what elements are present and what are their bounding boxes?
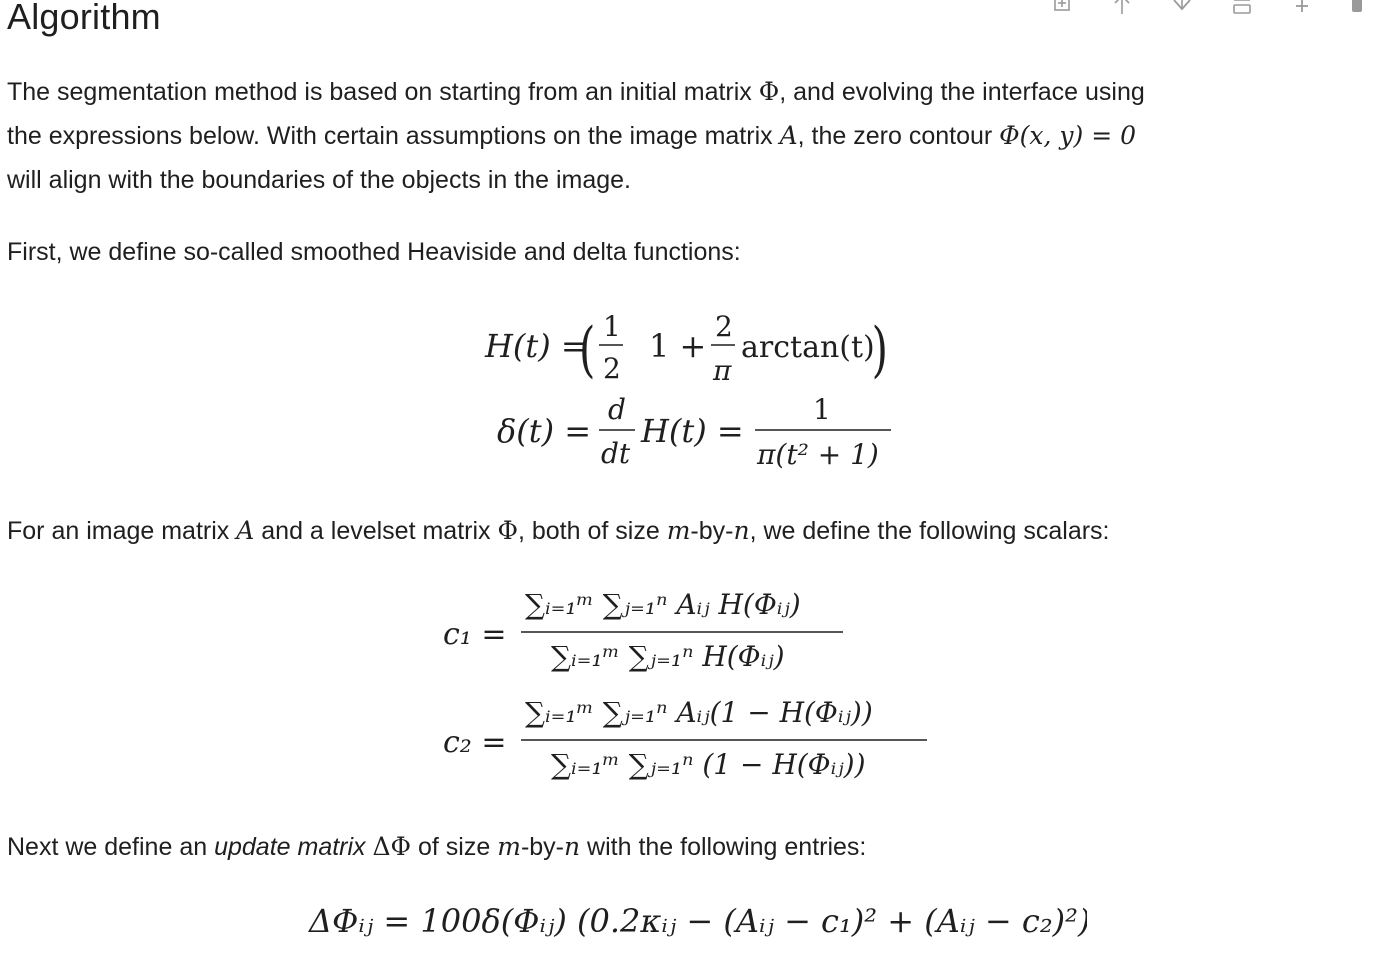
move-up-icon bbox=[1110, 0, 1134, 16]
by-text: -by- bbox=[690, 517, 734, 545]
add-icon bbox=[1290, 0, 1314, 16]
scalars-text-3: , both of size bbox=[517, 517, 667, 545]
n-symbol: n bbox=[733, 516, 750, 545]
update-space bbox=[366, 833, 373, 861]
scalars-text-1: For an image matrix bbox=[7, 517, 237, 545]
phi-symbol: Φ bbox=[497, 516, 518, 545]
heaviside-half-denominator: 2 bbox=[603, 352, 621, 385]
heaviside-one-plus: 1 + bbox=[649, 327, 707, 365]
c1-denominator: ∑ᵢ₌₁ᵐ ∑ⱼ₌₁ⁿ H(Φᵢⱼ) bbox=[551, 640, 785, 673]
delta-d: d bbox=[608, 393, 626, 426]
heaviside-right-paren: ) bbox=[871, 315, 888, 386]
more-options-button[interactable] bbox=[1350, 0, 1364, 16]
c2-denominator: ∑ᵢ₌₁ᵐ ∑ⱼ₌₁ⁿ (1 − H(Φᵢⱼ)) bbox=[551, 748, 866, 781]
scalars-text-4: , we define the following scalars: bbox=[749, 517, 1110, 545]
c2-numerator: ∑ᵢ₌₁ᵐ ∑ⱼ₌₁ⁿ Aᵢⱼ(1 − H(Φᵢⱼ)) bbox=[525, 696, 873, 729]
update-matrix-paragraph bbox=[7, 825, 866, 869]
delta-lhs: δ(t) = bbox=[497, 412, 592, 450]
heaviside-delta-equations bbox=[467, 300, 907, 485]
delta-phi-symbol: ΔΦ bbox=[372, 832, 412, 861]
intro-text-3: the expressions below. With certain assumptions on the image matrix bbox=[7, 122, 780, 150]
smoothed-functions-paragraph: First, we define so-called smoothed Heaviside and delta functions: bbox=[7, 238, 741, 266]
scalars-paragraph bbox=[7, 509, 1110, 553]
update-text-2: of size bbox=[411, 833, 498, 861]
merge-cells-button[interactable] bbox=[1230, 0, 1254, 16]
update-equation-text: ΔΦᵢⱼ = 100δ(Φᵢⱼ) (0.2κᵢⱼ − (Aᵢⱼ − c₁)² + (Aᵢⱼ − c₂)²) bbox=[309, 902, 1087, 940]
intro-text-1: The segmentation method is based on starting from an initial matrix bbox=[7, 78, 759, 106]
update-text-3: with the following entries: bbox=[580, 833, 867, 861]
intro-text-5: will align with the boundaries of the objects in the image. bbox=[7, 166, 631, 194]
cell-toolbar bbox=[1050, 0, 1364, 16]
m-symbol: m bbox=[666, 516, 691, 545]
c2-lhs: c₂ = bbox=[443, 725, 507, 760]
c1-lhs: c₁ = bbox=[443, 617, 507, 652]
intro-text-2: , and evolving the interface using bbox=[779, 78, 1145, 106]
by-text: -by- bbox=[520, 833, 564, 861]
scalars-text-2: and a levelset matrix bbox=[254, 517, 498, 545]
c1-numerator: ∑ᵢ₌₁ᵐ ∑ⱼ₌₁ⁿ Aᵢⱼ H(Φᵢⱼ) bbox=[525, 588, 801, 621]
section-title: Algorithm bbox=[7, 0, 161, 37]
n-symbol: n bbox=[564, 832, 581, 861]
heaviside-two: 2 bbox=[715, 310, 733, 343]
add-cell-button[interactable] bbox=[1290, 0, 1314, 16]
delta-mid: H(t) = bbox=[641, 412, 744, 450]
more-icon bbox=[1350, 0, 1364, 16]
move-down-icon bbox=[1170, 0, 1194, 16]
heaviside-lhs: H(t) = bbox=[485, 327, 588, 365]
delta-denominator: π(t² + 1) bbox=[757, 438, 879, 471]
heaviside-half-numerator: 1 bbox=[603, 310, 621, 343]
insert-cell-button[interactable] bbox=[1050, 0, 1074, 16]
insert-cell-icon bbox=[1050, 0, 1074, 16]
delta-dt: dt bbox=[601, 437, 631, 470]
heaviside-pi: π bbox=[713, 354, 732, 387]
update-equation bbox=[297, 892, 1087, 957]
scalar-equations bbox=[435, 572, 935, 797]
update-matrix-emphasis: update matrix bbox=[214, 833, 366, 861]
phi-symbol: Φ bbox=[758, 77, 780, 106]
merge-icon bbox=[1230, 0, 1254, 16]
move-down-button[interactable] bbox=[1170, 0, 1194, 16]
move-up-button[interactable] bbox=[1110, 0, 1134, 16]
intro-text-4: , the zero contour bbox=[797, 122, 1000, 150]
heaviside-arctan: arctan(t) bbox=[741, 330, 875, 365]
heaviside-left-paren: ( bbox=[579, 315, 596, 386]
zero-contour-expression: Φ(x, y) = 0 bbox=[999, 121, 1137, 150]
intro-paragraph bbox=[7, 70, 1145, 202]
matrix-a-symbol: A bbox=[779, 121, 798, 150]
m-symbol: m bbox=[497, 832, 521, 861]
update-text-1: Next we define an bbox=[7, 833, 215, 861]
delta-numerator: 1 bbox=[813, 393, 831, 426]
matrix-a-symbol: A bbox=[236, 516, 255, 545]
